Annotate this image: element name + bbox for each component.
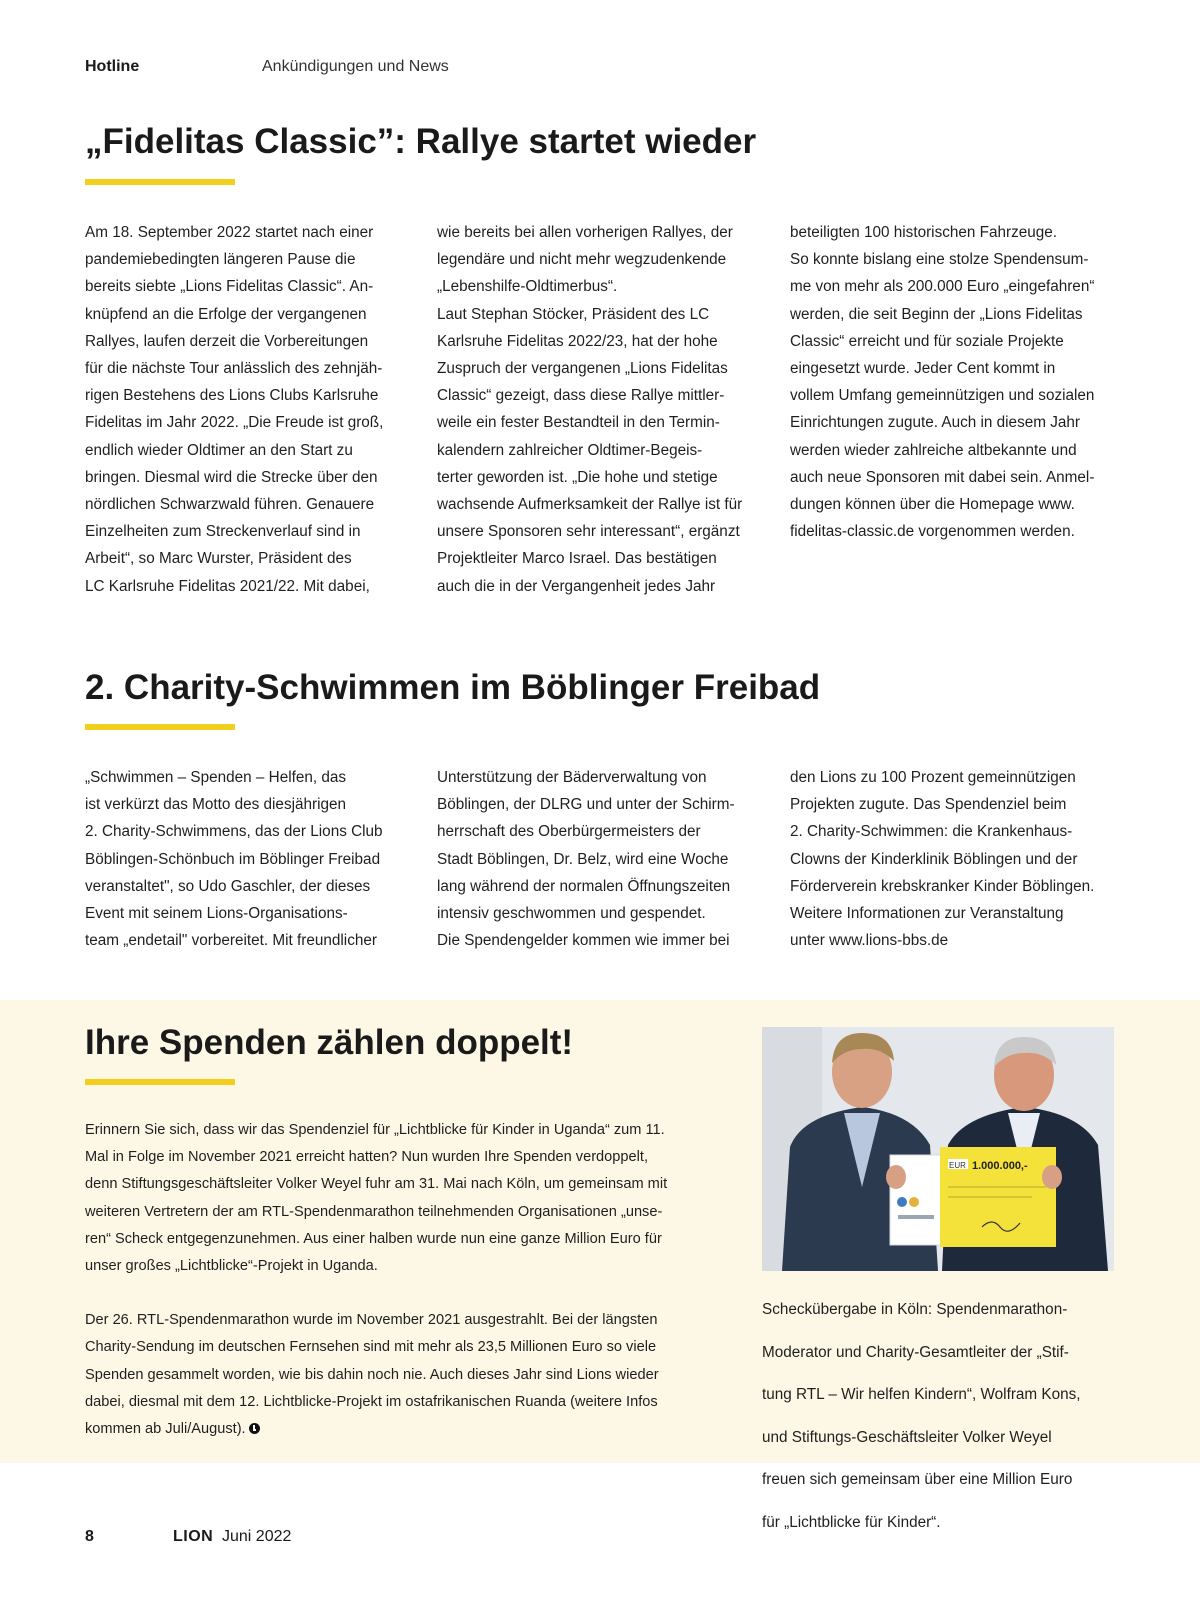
text-line: veranstaltet", so Udo Gaschler, der dieses — [85, 877, 371, 895]
text-line: wachsende Aufmerksamkeit der Rallye ist für — [437, 496, 743, 514]
article1-column-1 — [85, 219, 415, 600]
text-line: lang während der normalen Öffnungszeiten — [437, 877, 731, 895]
text-line: Stadt Böblingen, Dr. Belz, wird eine Woche — [437, 850, 729, 868]
text-line: pandemiebedingten längeren Pause die — [85, 251, 356, 269]
text-line: Förderverein krebskranker Kinder Böblingen. — [790, 877, 1095, 895]
text-line: für die nächste Tour anlässlich des zehnjäh- — [85, 360, 383, 378]
magazine-brand: LION — [173, 1528, 214, 1545]
text-line: unsere Sponsoren sehr interessant“, ergänzt — [437, 523, 740, 541]
text-line: unter www.lions-bbs.de — [790, 932, 949, 950]
text-line: weile ein fester Bestandteil in den Termin- — [437, 414, 720, 432]
text-line: unser großes „Lichtblicke“-Projekt in Uganda. — [85, 1258, 378, 1275]
text-line: fidelitas-classic.de vorgenommen werden. — [790, 523, 1075, 541]
text-line: endlich wieder Oldtimer an den Start zu — [85, 441, 353, 459]
text-line: Böblingen-Schönbuch im Böblinger Freibad — [85, 850, 381, 868]
text-line: 2. Charity-Schwimmen: die Krankenhaus- — [790, 823, 1073, 841]
text-line: Projekten zugute. Das Spendenziel beim — [790, 796, 1067, 814]
text-line: den Lions zu 100 Prozent gemeinnützigen — [790, 769, 1076, 786]
subsection-label: Ankündigungen und News — [262, 58, 449, 75]
text-line: Am 18. September 2022 startet nach einer — [85, 224, 374, 241]
text-line: Einrichtungen zugute. Auch in diesem Jahr — [790, 414, 1080, 432]
text-line: Die Spendengelder kommen wie immer bei — [437, 932, 730, 950]
text-line: werden wieder zahlreiche altbekannte und — [790, 441, 1077, 459]
text-line: knüpfend an die Erfolge der vergangenen — [85, 305, 367, 323]
cheque-handover-photo — [762, 1027, 1114, 1271]
caption-line: tung RTL – Wir helfen Kindern“, Wolfram Kons, — [762, 1386, 1081, 1404]
article2-column-3 — [790, 764, 1120, 954]
text-line: terter geworden ist. „Die hohe und stetige — [437, 468, 718, 486]
cheque-currency: EUR — [949, 1161, 966, 1170]
text-line: dabei, diesmal mit dem 12. Lichtblicke-Projekt im ostafrikanischen Ruanda (weitere Infos — [85, 1393, 658, 1410]
text-line: Clowns der Kinderklinik Böblingen und der — [790, 850, 1078, 868]
text-line: werden, die seit Beginn der „Lions Fidelitas — [790, 305, 1083, 323]
caption-line: freuen sich gemeinsam über eine Million Euro — [762, 1471, 1073, 1489]
text-line: Classic“ gezeigt, dass diese Rallye mittler- — [437, 387, 725, 405]
caption-line: und Stiftungs-Geschäftsleiter Volker Weyel — [762, 1428, 1052, 1446]
text-line: denn Stiftungsgeschäftsleiter Volker Weyel fuhr am 31. Mai nach Köln, um gemeinsam mit — [85, 1176, 668, 1193]
text-line: Erinnern Sie sich, dass wir das Spendenziel für „Lichtblicke für Kinder in Uganda“ zum 11. — [85, 1122, 665, 1138]
article1-title: „Fidelitas Classic”: Rallye startet wieder — [85, 122, 757, 161]
text-line: Event mit seinem Lions-Organisations- — [85, 905, 348, 923]
article1-column-3 — [790, 219, 1120, 545]
text-line: Karlsruhe Fidelitas 2022/23, hat der hohe — [437, 332, 718, 350]
text-line: auch die in der Vergangenheit jedes Jahr — [437, 577, 716, 595]
text-line: Zuspruch der vergangenen „Lions Fidelitas — [437, 360, 728, 378]
text-line: me von mehr als 200.000 Euro „eingefahren“ — [790, 278, 1095, 296]
text-line: Mal in Folge im November 2021 erreicht hatten? Nun wurden Ihre Spenden verdoppelt, — [85, 1149, 648, 1166]
text-line: dungen können über die Homepage www. — [790, 496, 1075, 514]
text-line: nördlichen Schwarzwald führen. Genauere — [85, 496, 375, 514]
caption-line: für „Lichtblicke für Kinder“. — [762, 1513, 941, 1531]
text-line: Böblingen, der DLRG und unter der Schirm- — [437, 796, 735, 814]
article1-accent-rule — [85, 179, 235, 185]
section-label: Hotline — [85, 58, 140, 75]
article2-column-2 — [437, 764, 767, 954]
text-line: kommen ab Juli/August). — [85, 1421, 246, 1438]
text-line: weiteren Vertretern der am RTL-Spendenmarathon teilnehmenden Organisationen „unse- — [85, 1203, 663, 1220]
text-line: „Schwimmen – Spenden – Helfen, das — [85, 769, 347, 786]
article3-accent-rule — [85, 1079, 235, 1085]
text-line: Fidelitas im Jahr 2022. „Die Freude ist groß, — [85, 414, 384, 432]
text-line: beteiligten 100 historischen Fahrzeuge. — [790, 224, 1058, 241]
text-line: team „endetail" vorbereitet. Mit freundlicher — [85, 932, 377, 950]
text-line: Der 26. RTL-Spendenmarathon wurde im November 2021 ausgestrahlt. Bei der längsten — [85, 1312, 658, 1329]
text-line: Classic“ erreicht und für soziale Projekte — [790, 332, 1064, 350]
text-line: Einzelheiten zum Streckenverlauf sind in — [85, 523, 361, 541]
text-line: bereits siebte „Lions Fidelitas Classic“. An- — [85, 278, 374, 296]
article2-accent-rule — [85, 724, 235, 730]
article2-column-1 — [85, 764, 415, 954]
text-line: ist verkürzt das Motto des diesjährigen — [85, 796, 347, 814]
text-line: vollem Umfang gemeinnützigen und sozialen — [790, 387, 1095, 405]
issue-date: Juni 2022 — [222, 1528, 292, 1545]
text-line: LC Karlsruhe Fidelitas 2021/22. Mit dabei, — [85, 577, 370, 595]
text-line: Laut Stephan Stöcker, Präsident des LC — [437, 305, 710, 323]
text-line: 2. Charity-Schwimmens, das der Lions Club — [85, 823, 383, 841]
photo-caption — [762, 1281, 1114, 1551]
article1-column-2 — [437, 219, 767, 600]
text-line: wie bereits bei allen vorherigen Rallyes, der — [437, 224, 733, 241]
article3-body — [85, 1117, 695, 1470]
text-line: auch neue Sponsoren mit dabei sein. Anmel- — [790, 468, 1095, 486]
text-line: Projektleiter Marco Israel. Das bestätigen — [437, 550, 717, 568]
cheque-amount: 1.000.000,- — [972, 1160, 1028, 1172]
end-mark-icon — [249, 1423, 260, 1434]
text-line: kalendern zahlreicher Oldtimer-Begeis- — [437, 441, 703, 459]
article3-paragraph — [85, 1117, 695, 1280]
text-line: herrschaft des Oberbürgermeisters der — [437, 823, 701, 841]
text-line: legendäre und nicht mehr wegzudenkende — [437, 251, 727, 269]
article3-paragraph — [85, 1307, 695, 1443]
caption-line: Scheckübergabe in Köln: Spendenmarathon- — [762, 1301, 1068, 1319]
text-line: „Lebenshilfe-Oldtimerbus“. — [437, 278, 618, 296]
text-line: ren“ Scheck entgegenzunehmen. Aus einer halben wurde nun eine ganze Million Euro für — [85, 1230, 662, 1247]
text-line: intensiv geschwommen und gespendet. — [437, 905, 706, 923]
text-line: Arbeit“, so Marc Wurster, Präsident des — [85, 550, 352, 568]
text-line: rigen Bestehens des Lions Clubs Karlsruhe — [85, 387, 379, 405]
text-line: Weitere Informationen zur Veranstaltung — [790, 905, 1064, 923]
page-number: 8 — [85, 1528, 94, 1545]
text-line: eingesetzt wurde. Jeder Cent kommt in — [790, 360, 1056, 378]
text-line: Charity-Sendung im deutschen Fernsehen sind mit mehr als 23,5 Millionen Euro so viele — [85, 1339, 657, 1356]
text-line: Rallyes, laufen derzeit die Vorbereitungen — [85, 332, 369, 350]
text-line: Spenden gesammelt worden, wie bis dahin noch nie. Auch dieses Jahr sind Lions wieder — [85, 1366, 659, 1383]
text-line: So konnte bislang eine stolze Spendensum- — [790, 251, 1089, 269]
article3-title: Ihre Spenden zählen doppelt! — [85, 1023, 574, 1062]
caption-line: Moderator und Charity-Gesamtleiter der „Stif- — [762, 1343, 1069, 1361]
text-line: bringen. Diesmal wird die Strecke über den — [85, 468, 378, 486]
text-line: Unterstützung der Bäderverwaltung von — [437, 769, 707, 786]
article2-title: 2. Charity-Schwimmen im Böblinger Freibad — [85, 668, 821, 707]
